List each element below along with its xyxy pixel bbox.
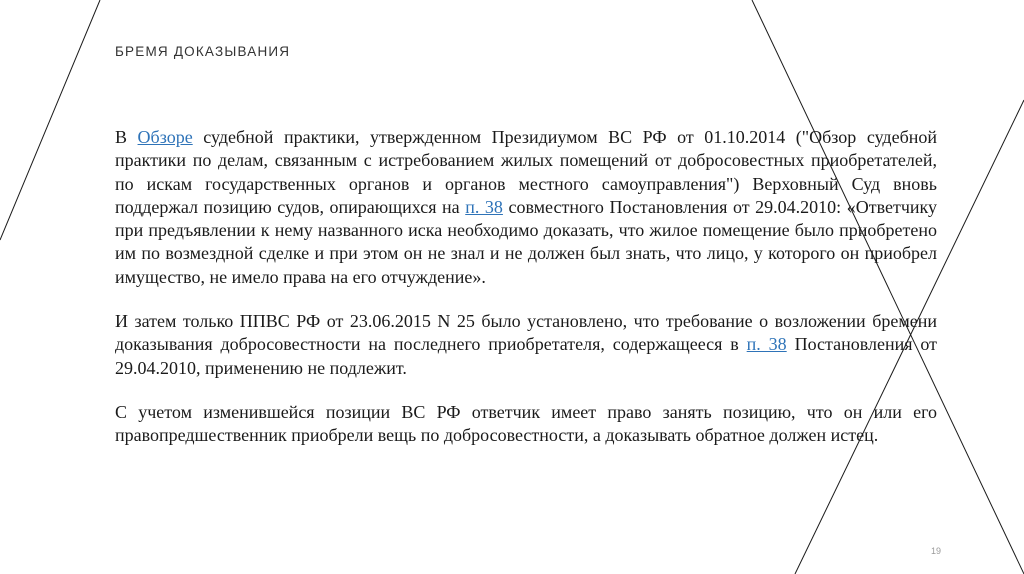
paragraph-2-text-1: И затем только ППВС РФ от 23.06.2015 N 25 было установлено, что требование о возложении бремени доказывания добросовестности на последнего приобретателя, содержащееся в xyxy=(115,311,937,355)
decorative-line-left xyxy=(0,0,100,240)
paragraph-1 xyxy=(115,126,937,289)
paragraph-1-text-1: В xyxy=(115,127,138,147)
paragraph-1-text-2: судебной практики, утвержденном Президиумом ВС РФ от 01.10.2014 ("Обзор судебной практики по делам, связанным с истребованием жилых помещений от добросовестных приобретателей, по искам государственных органов и органов местного самоуправления") Верховный Суд вновь поддержал позицию судов, опирающихся на xyxy=(115,127,938,217)
paragraph-3-text-1: С учетом изменившейся позиции ВС РФ ответчик имеет право занять позицию, что он или его правопредшественник приобрели вещь по добросовестности, а доказывать обратное должен истец. xyxy=(115,401,937,446)
paragraph-2 xyxy=(115,310,937,380)
paragraph-1-text-3: совместного Постановления от 29.04.2010: «Ответчику при предъявлении к нему названного иска необходимо доказать, что жилое помещение было приобретено им по возмездной сделке и при этом он не знал и не должен был знать, что лицо, у которого он приобрел имущество, не имело права на его отчуждение». xyxy=(115,196,937,287)
slide-body xyxy=(115,126,937,469)
obzor-link[interactable]: Обзоре xyxy=(137,127,193,147)
p38-link-2[interactable]: п. 38 xyxy=(746,334,787,355)
paragraph-2-text-2: Постановления от 29.04.2010, применению не подлежит. xyxy=(115,334,937,378)
p38-link-1[interactable]: п. 38 xyxy=(465,196,503,217)
paragraph-3 xyxy=(115,401,937,448)
page-number: 19 xyxy=(931,546,942,556)
slide-title: БРЕМЯ ДОКАЗЫВАНИЯ xyxy=(115,44,291,59)
